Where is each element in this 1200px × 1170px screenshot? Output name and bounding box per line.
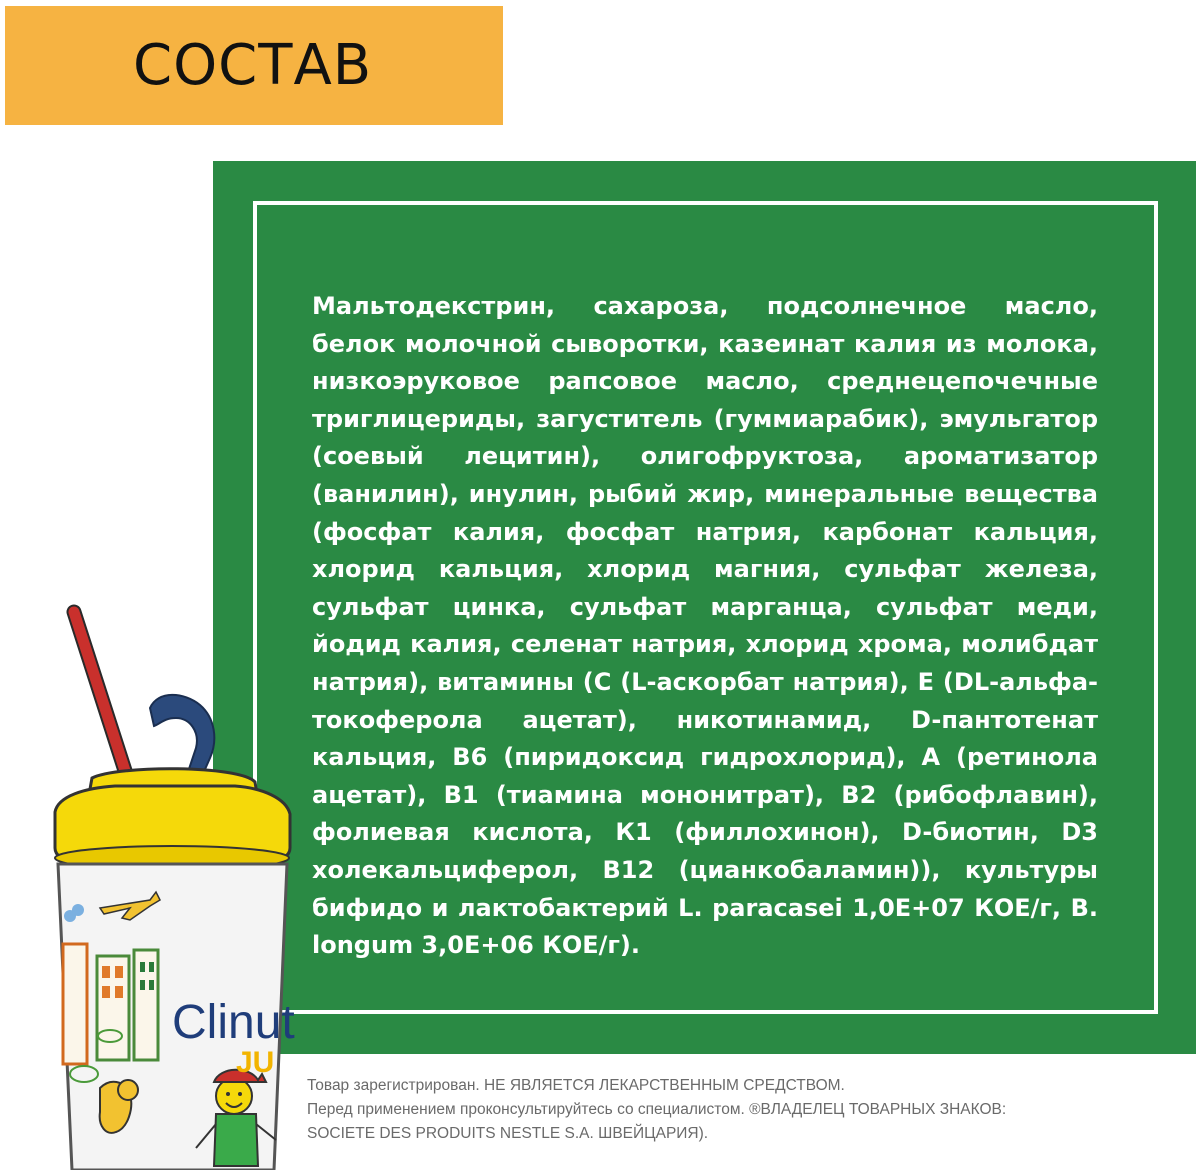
- composition-text: Мальтодекстрин, сахароза, подсолнечное масло, белок молочной сыворотки, казеинат калия из молока, низкоэруковое рапсовое масло, среднецепочечные триглицериды, загуститель (гуммиарабик), эмульгатор (соевый лецитин), олигофруктоза, ароматизатор (ванилин), инулин, рыбий жир, минеральные вещества (фосфат калия, фосфат натрия, карбонат кальция, хлорид кальция, хлорид магния, сульфат железа, сульфат цинка, сульфат марганца, сульфат меди, йодид калия, селенат натрия, хлорид хрома, молибдат натрия), витамины (С (L-аскорбат натрия), Е (DL-альфа-токоферола ацетат), никотинамид, D-пантотенат кальция, В6 (пиридоксид гидрохлорид), А (ретинола ацетат), В1 (тиамина мононитрат), В2 (рибофлавин), фолиевая кислота, К1 (филлохинон), D-биотин, D3 холекальциферол, В12 (цианкобаламин)), культуры бифидо и лактобактерий L. paracasei 1,0E+07 КОЕ/г, B. longum 3,0E+06 КОЕ/г).: [312, 292, 1098, 960]
- sub-brand-logo: JU: [236, 1046, 275, 1079]
- footer-disclaimer: [307, 1074, 1187, 1146]
- straw-icon: [74, 612, 128, 780]
- product-cup-image: [0, 600, 300, 1170]
- flip-cap-icon: [150, 695, 214, 776]
- page-title: СОСТАВ: [133, 33, 373, 98]
- cup-body-icon: [58, 864, 295, 1170]
- lid-icon: [55, 769, 290, 870]
- brand-logo: Clinut: [172, 996, 295, 1049]
- footer-line-2: Перед применением проконсультируйтесь со специалистом. ®ВЛАДЕЛЕЦ ТОВАРНЫХ ЗНАКОВ:: [307, 1101, 1007, 1118]
- footer-line-1: Товар зарегистрирован. НЕ ЯВЛЯЕТСЯ ЛЕКАРСТВЕННЫМ СРЕДСТВОМ.: [307, 1077, 845, 1094]
- footer-line-3: SOCIETE DES PRODUITS NESTLE S.A. ШВЕЙЦАРИЯ).: [307, 1125, 709, 1142]
- title-banner: [5, 6, 503, 125]
